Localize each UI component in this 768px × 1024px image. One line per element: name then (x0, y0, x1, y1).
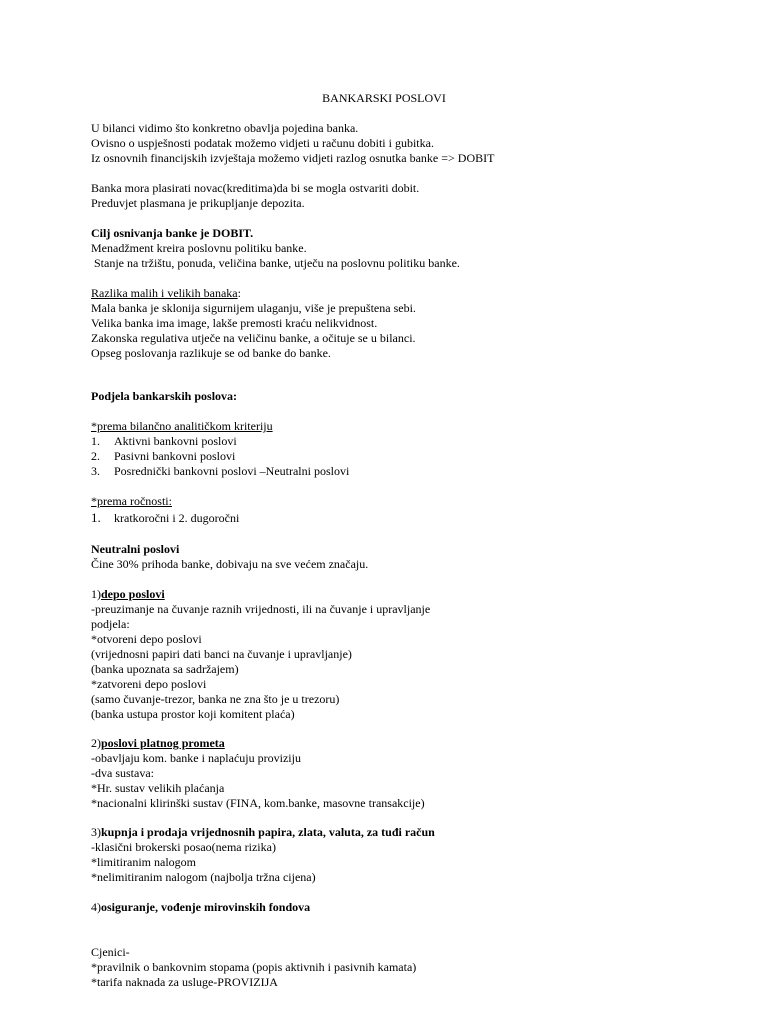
list-text: Pasivni bankovni poslovi (114, 449, 236, 463)
text-line: *Hr. sustav velikih plaćanja (91, 781, 225, 795)
list-number: 1. (91, 510, 101, 525)
text-line: (vrijednosni papiri dati banci na čuvanje i upravljanje) (91, 647, 352, 661)
criterion-heading: *prema bilančno analitičkom kriteriju (91, 419, 273, 433)
criterion-heading: *prema ročnosti: (91, 494, 172, 508)
razlika-colon: : (237, 286, 241, 300)
text-line: *limitiranim nalogom (91, 855, 196, 869)
list-number: 3. (91, 464, 100, 478)
text-line: Opseg poslovanja razlikuje se od banke do banke. (91, 346, 331, 360)
text-line: *pravilnik o bankovnim stopama (popis aktivnih i pasivnih kamata) (91, 960, 417, 974)
platni-heading: poslovi platnog prometa (101, 736, 225, 750)
intro-paragraph (91, 121, 711, 166)
text-line: -preuzimanje na čuvanje raznih vrijednosti, ili na čuvanje i upravljanje (91, 602, 431, 616)
criterion-bilancno (91, 419, 711, 479)
list-item (91, 449, 711, 464)
section-number: 3) (91, 825, 101, 839)
plasman-paragraph (91, 181, 711, 211)
podjela-heading: Podjela bankarskih poslova: (91, 389, 238, 403)
text-line: *otvoreni depo poslovi (91, 632, 202, 646)
podjela-section (91, 389, 711, 404)
kupnja-heading: kupnja i prodaja vrijednosnih papira, zlata, valuta, za tuđi račun (101, 825, 435, 839)
text-line: Zakonska regulativa utječe na veličinu banke, a očituje se u bilanci. (91, 331, 416, 345)
cilj-section (91, 226, 711, 271)
text-line: Velika banka ima image, lakše premosti kraću nelikvidnost. (91, 316, 378, 330)
text-line: (samo čuvanje-trezor, banka ne zna što je u trezoru) (91, 692, 340, 706)
text-line: Ovisno o uspješnosti podatak možemo vidjeti u računu dobiti i gubitka. (91, 136, 434, 150)
cilj-heading: Cilj osnivanja banke je DOBIT. (91, 226, 254, 240)
list-number: 2. (91, 449, 100, 463)
text-line: *nacionalni klirinški sustav (FINA, kom.banke, masovne transakcije) (91, 796, 425, 810)
text-line: (banka ustupa prostor koji komitent plaća) (91, 707, 295, 721)
text-line: U bilanci vidimo što konkretno obavlja pojedina banka. (91, 121, 359, 135)
text-line: podjela: (91, 617, 130, 631)
text-line: Iz osnovnih financijskih izvještaja možemo vidjeti razlog osnutka banke => DOBIT (91, 151, 495, 165)
kupnja-heading-line (91, 825, 711, 840)
neutralni-heading: Neutralni poslovi (91, 542, 180, 556)
list-item (91, 509, 711, 527)
platni-promet-section (91, 736, 711, 811)
depo-heading-line (91, 587, 711, 602)
osiguranje-heading-line (91, 900, 711, 915)
platni-heading-line (91, 736, 711, 751)
list-item (91, 434, 711, 449)
text-line: Preduvjet plasmana je prikupljanje depozita. (91, 196, 305, 210)
text-line: Stanje na tržištu, ponuda, veličina banke, utječu na poslovnu politiku banke. (91, 256, 460, 270)
osiguranje-section (91, 900, 711, 915)
cjenici-heading: Cjenici- (91, 945, 130, 959)
criterion-rocnost (91, 494, 711, 527)
text-line: Menadžment kreira poslovnu politiku banke. (91, 241, 307, 255)
depo-heading: depo poslovi (101, 587, 165, 601)
depo-section (91, 587, 711, 722)
text-line: -dva sustava: (91, 766, 154, 780)
list-item (91, 464, 711, 479)
section-number: 4) (91, 900, 101, 914)
section-number: 2) (91, 736, 101, 750)
section-number: 1) (91, 587, 101, 601)
list-text: kratkoročni i 2. dugoročni (114, 511, 240, 525)
neutralni-section (91, 542, 711, 572)
razlika-heading-line (91, 286, 711, 301)
text-line: Banka mora plasirati novac(kreditima)da bi se mogla ostvariti dobit. (91, 181, 420, 195)
razlika-section (91, 286, 711, 361)
text-line: -obavljaju kom. banke i naplaćuju proviziju (91, 751, 301, 765)
document-title: BANKARSKI POSLOVI (322, 91, 446, 105)
text-line: Čine 30% prihoda banke, dobivaju na sve većem značaju. (91, 557, 369, 571)
text-line: -klasični brokerski posao(nema rizika) (91, 840, 276, 854)
cjenici-section (91, 945, 711, 990)
kupnja-prodaja-section (91, 825, 711, 885)
text-line: *tarifa naknada za usluge-PROVIZIJA (91, 975, 278, 989)
text-line: Mala banka je sklonija sigurnijem ulaganju, više je prepuštena sebi. (91, 301, 416, 315)
list-text: Posrednički bankovni poslovi –Neutralni poslovi (114, 464, 350, 478)
osiguranje-heading: osiguranje, vođenje mirovinskih fondova (101, 900, 311, 914)
list-text: Aktivni bankovni poslovi (114, 434, 237, 448)
text-line: *zatvoreni depo poslovi (91, 677, 207, 691)
text-line: *nelimitiranim nalogom (najbolja tržna cijena) (91, 870, 316, 884)
razlika-heading: Razlika malih i velikih banaka (91, 286, 238, 300)
list-number: 1. (91, 434, 100, 448)
text-line: (banka upoznata sa sadržajem) (91, 662, 239, 676)
